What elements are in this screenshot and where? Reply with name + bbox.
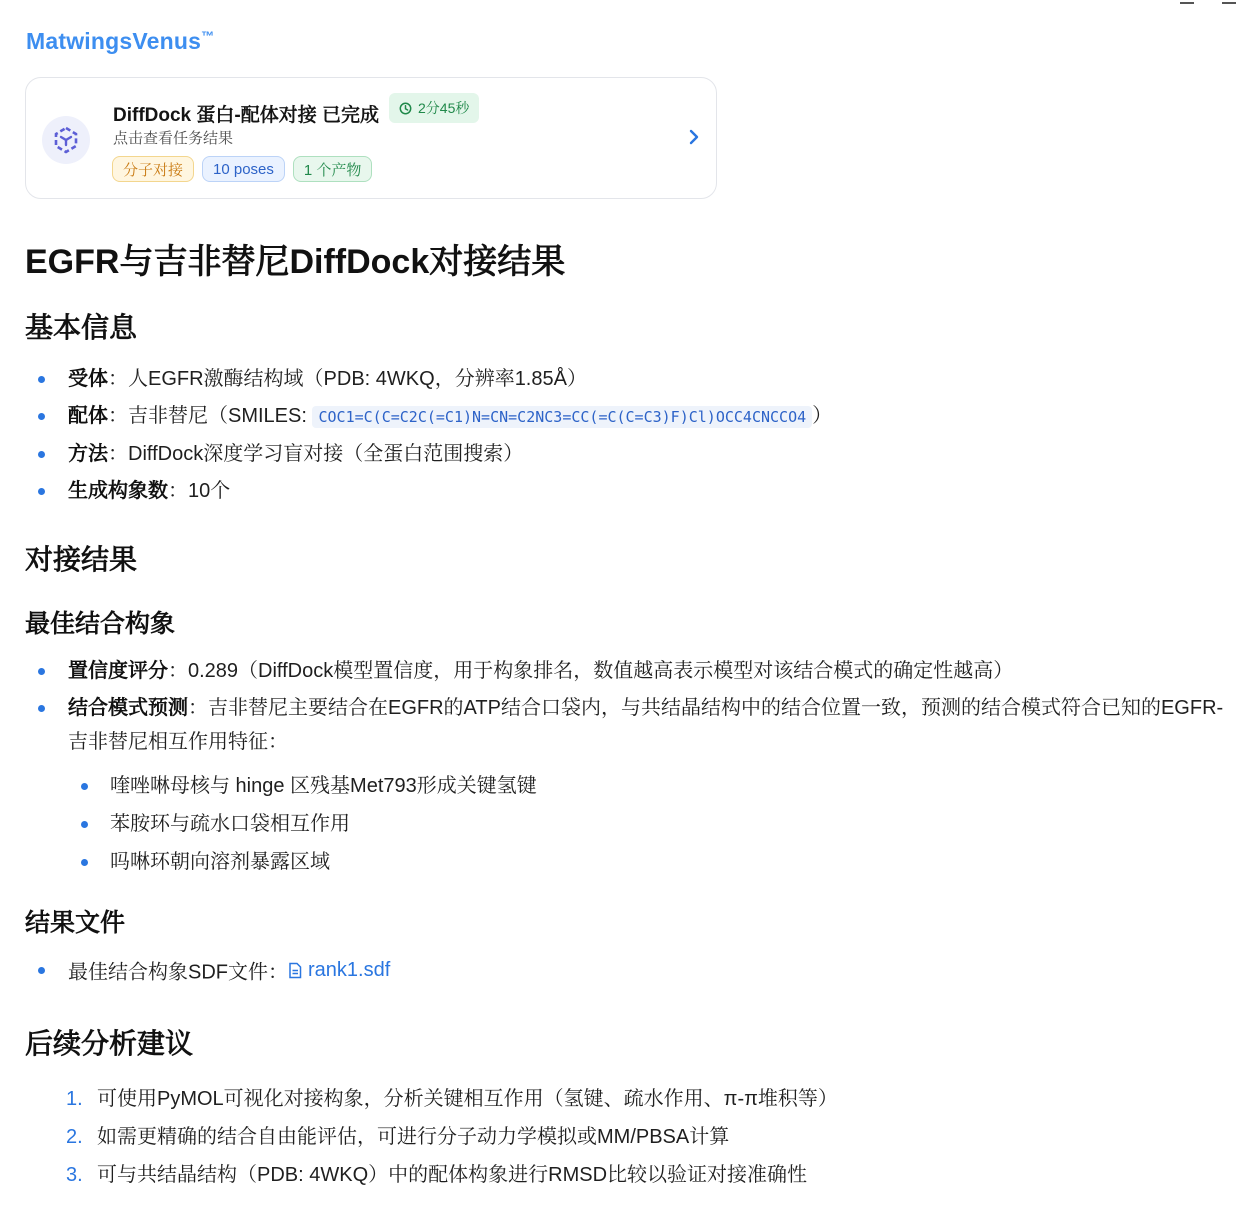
window-controls	[1180, 0, 1236, 6]
tag-products: 1 个产物	[293, 156, 373, 182]
close-icon[interactable]	[1222, 2, 1236, 4]
heading-next-steps: 后续分析建议	[25, 1027, 194, 1059]
list-item: 生成构象数：10个	[25, 474, 1235, 508]
duration-text: 2分45秒	[418, 100, 470, 116]
document-title: EGFR与吉非替尼DiffDock对接结果	[25, 243, 566, 281]
tag-poses: 10 poses	[202, 156, 285, 182]
list-item: 3. 可与共结晶结构（PDB: 4WKQ）中的配体构象进行RMSD比较以验证对接准确性	[66, 1163, 808, 1186]
brand-logo: MatwingsVenus™	[26, 28, 215, 54]
chevron-right-icon[interactable]	[688, 128, 700, 151]
list-item: 苯胺环与疏水口袋相互作用	[25, 807, 1235, 841]
heading-result-files: 结果文件	[25, 909, 126, 937]
basic-info-list	[25, 362, 1235, 508]
duration-badge	[389, 93, 479, 123]
task-tags	[112, 156, 372, 182]
task-subtitle: 点击查看任务结果	[113, 130, 234, 147]
file-icon	[288, 962, 302, 979]
list-item: 1. 可使用PyMOL可视化对接构象，分析关键相互作用（氢键、疏水作用、π-π堆积等）	[66, 1087, 838, 1110]
tag-molecular-docking: 分子对接	[112, 156, 194, 182]
task-title: DiffDock 蛋白-配体对接 已完成	[113, 105, 380, 126]
best-pose-list	[25, 654, 1235, 759]
next-steps-list	[25, 1082, 1235, 1192]
heading-best-pose: 最佳结合构象	[25, 610, 176, 638]
list-item: 2. 如需更精确的结合自由能评估，可进行分子动力学模拟或MM/PBSA计算	[66, 1125, 730, 1148]
rank1-sdf-link[interactable]: rank1.sdf	[288, 953, 390, 987]
list-item: 喹唑啉母核与 hinge 区残基Met793形成关键氢键	[25, 769, 1235, 803]
list-item: 吗啉环朝向溶剂暴露区域	[25, 845, 1235, 879]
list-item: 结合模式预测：吉非替尼主要结合在EGFR的ATP结合口袋内，与共结晶结构中的结合位置一致，预测的结合模式符合已知的EGFR-吉非替尼相互作用特征：	[25, 691, 1235, 759]
result-document	[25, 232, 1235, 1192]
list-item: 配体：吉非替尼（SMILES: COC1=C(C=C2C(=C1)N=CN=C2NC3=CC(=C(C=C3)F)Cl)OCC4CNCCO4 ）	[25, 399, 1235, 434]
heading-basic-info: 基本信息	[25, 312, 138, 343]
list-item: 方法：DiffDock深度学习盲对接（全蛋白范围搜索）	[25, 437, 1235, 471]
list-item: 受体：人EGFR激酶结构域（PDB: 4WKQ，分辨率1.85Å）	[25, 362, 1235, 396]
heading-docking-results: 对接结果	[25, 544, 138, 575]
minimize-icon[interactable]	[1180, 2, 1194, 4]
smiles-code: COC1=C(C=C2C(=C1)N=CN=C2NC3=CC(=C(C=C3)F)Cl)OCC4CNCCO4	[312, 406, 812, 428]
docking-icon	[42, 116, 90, 164]
binding-mode-sublist	[25, 769, 1235, 879]
clock-icon	[399, 102, 412, 115]
task-result-card[interactable]	[25, 77, 717, 199]
list-item: 置信度评分：0.289（DiffDock模型置信度，用于构象排名，数值越高表示模型对该结合模式的确定性越高）	[25, 654, 1235, 688]
list-item: 最佳结合构象SDF文件： rank1.sdf	[25, 953, 1235, 990]
result-files-list	[25, 953, 1235, 990]
